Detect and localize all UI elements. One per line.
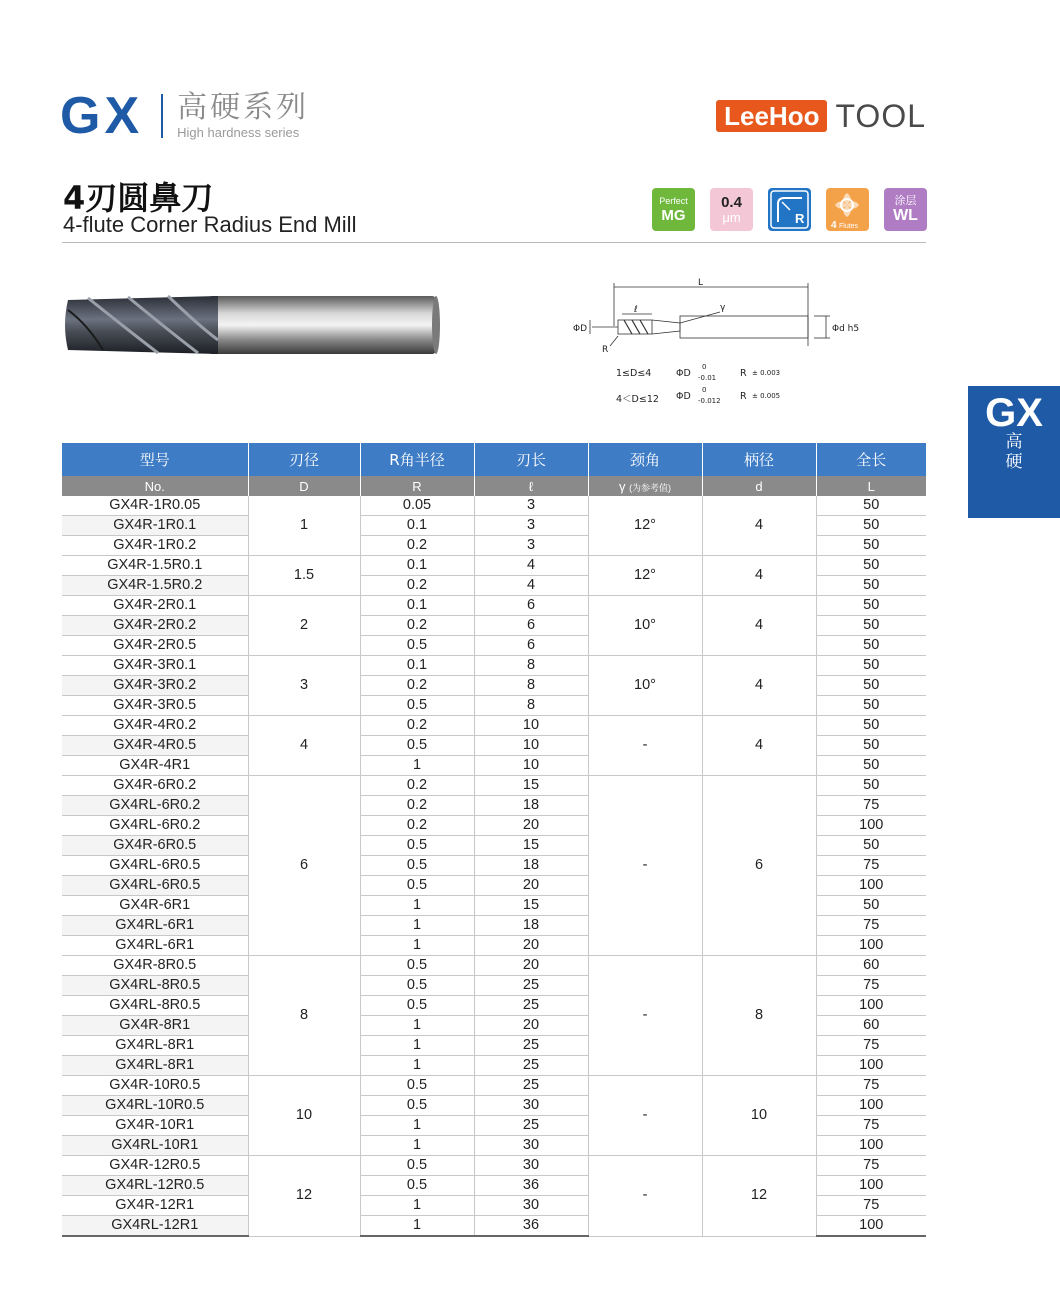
cell-overall-length: 75 [816, 1156, 926, 1176]
cell-model-no: GX4R-1.5R0.2 [62, 576, 248, 596]
table-row [62, 1156, 926, 1176]
cell-flute-length: 18 [474, 916, 588, 936]
cell-model-no: GX4RL-6R0.2 [62, 796, 248, 816]
cell-model-no: GX4RL-10R1 [62, 1136, 248, 1156]
table-row [62, 596, 926, 616]
cell-overall-length: 50 [816, 636, 926, 656]
cell-model-no: GX4R-8R1 [62, 1016, 248, 1036]
cell-overall-length: 50 [816, 556, 926, 576]
cell-model-no: GX4R-3R0.2 [62, 676, 248, 696]
cell-model-no: GX4R-4R0.5 [62, 736, 248, 756]
cell-diameter: 2 [248, 596, 360, 656]
product-title-en: 4-flute Corner Radius End Mill [63, 212, 357, 237]
cell-model-no: GX4RL-8R1 [62, 1036, 248, 1056]
cell-model-no: GX4R-10R1 [62, 1116, 248, 1136]
tolerance-d-lower: -0.012 [698, 397, 721, 405]
end-mill-image [58, 290, 448, 360]
cell-flute-length: 3 [474, 516, 588, 536]
cell-overall-length: 50 [816, 596, 926, 616]
corner-radius-badge [768, 188, 811, 231]
cell-neck-angle: 10° [588, 596, 702, 656]
cell-overall-length: 75 [816, 1036, 926, 1056]
cell-overall-length: 60 [816, 1016, 926, 1036]
cell-overall-length: 50 [816, 756, 926, 776]
sub-radius: R [360, 476, 474, 496]
cell-model-no: GX4R-3R0.5 [62, 696, 248, 716]
series-name-cn: 高硬系列 [177, 89, 310, 125]
dimension-drawing [570, 276, 870, 368]
col-shank: 柄径 [702, 443, 816, 476]
cell-model-no: GX4RL-6R1 [62, 936, 248, 956]
flutes-badge [826, 188, 869, 231]
cell-overall-length: 50 [816, 696, 926, 716]
cell-radius: 0.2 [360, 776, 474, 796]
cell-overall-length: 100 [816, 1056, 926, 1076]
cell-overall-length: 75 [816, 1076, 926, 1096]
cell-radius: 1 [360, 916, 474, 936]
cell-model-no: GX4RL-10R0.5 [62, 1096, 248, 1116]
cell-flute-length: 8 [474, 656, 588, 676]
tolerance-r-label: R [740, 391, 747, 402]
spec-table [62, 443, 926, 1237]
cell-radius: 1 [360, 1016, 474, 1036]
company-logo [716, 97, 926, 134]
cell-radius: 0.05 [360, 496, 474, 516]
tolerance-d-label: ΦD [676, 391, 691, 402]
cell-shank: 4 [702, 496, 816, 556]
cell-diameter: 1.5 [248, 556, 360, 596]
cell-shank: 4 [702, 716, 816, 776]
cell-radius: 1 [360, 1056, 474, 1076]
cell-overall-length: 75 [816, 976, 926, 996]
side-tab-code: GX [985, 391, 1043, 435]
table-row [62, 496, 926, 516]
series-brand [60, 88, 309, 144]
badge-flutes-label: Flutes [839, 223, 859, 230]
cell-flute-length: 30 [474, 1156, 588, 1176]
cell-model-no: GX4R-2R0.2 [62, 616, 248, 636]
cell-neck-angle: - [588, 716, 702, 776]
cell-overall-length: 100 [816, 936, 926, 956]
header-row [62, 443, 926, 476]
cell-flute-length: 4 [474, 556, 588, 576]
tolerance-d-upper: 0 [702, 363, 707, 371]
cell-flute-length: 6 [474, 616, 588, 636]
cell-neck-angle: - [588, 776, 702, 956]
cell-radius: 0.5 [360, 876, 474, 896]
coating-badge [884, 188, 927, 231]
cell-flute-length: 20 [474, 816, 588, 836]
cell-neck-angle: - [588, 1156, 702, 1237]
cell-overall-length: 100 [816, 876, 926, 896]
cell-flute-length: 10 [474, 736, 588, 756]
cell-flute-length: 20 [474, 1016, 588, 1036]
sub-model: No. [62, 476, 248, 496]
cell-flute-length: 30 [474, 1196, 588, 1216]
series-name [177, 89, 310, 140]
cell-radius: 0.5 [360, 856, 474, 876]
cell-shank: 4 [702, 556, 816, 596]
cell-overall-length: 75 [816, 1196, 926, 1216]
radius-label: R [602, 345, 609, 355]
cell-radius: 0.5 [360, 696, 474, 716]
cell-flute-length: 30 [474, 1096, 588, 1116]
cell-flute-length: 6 [474, 596, 588, 616]
cell-model-no: GX4R-2R0.1 [62, 596, 248, 616]
cell-radius: 0.2 [360, 536, 474, 556]
feature-badges [652, 188, 942, 231]
cell-radius: 0.2 [360, 576, 474, 596]
diameter-label: ΦD [573, 324, 588, 334]
cell-flute-length: 8 [474, 696, 588, 716]
tolerance-r-label: R [740, 368, 747, 379]
flutes-icon [826, 188, 869, 231]
cell-shank: 10 [702, 1076, 816, 1156]
cell-diameter: 1 [248, 496, 360, 556]
cell-model-no: GX4RL-8R0.5 [62, 996, 248, 1016]
tolerance-r-value: ± 0.003 [752, 369, 781, 377]
cell-model-no: GX4R-4R0.2 [62, 716, 248, 736]
tolerance-range: 1≤D≤4 [616, 368, 652, 379]
cell-flute-length: 10 [474, 756, 588, 776]
cell-radius: 0.5 [360, 836, 474, 856]
cell-model-no: GX4R-6R0.5 [62, 836, 248, 856]
cell-flute-length: 25 [474, 1076, 588, 1096]
tolerance-range: 4＜D≤12 [616, 394, 659, 405]
cell-radius: 1 [360, 756, 474, 776]
cell-shank: 12 [702, 1156, 816, 1237]
col-radius: R角半径 [360, 443, 474, 476]
flute-length-label: ℓ [634, 305, 638, 315]
cell-model-no: GX4RL-6R0.5 [62, 876, 248, 896]
cell-model-no: GX4R-10R0.5 [62, 1076, 248, 1096]
cell-flute-length: 15 [474, 896, 588, 916]
cell-flute-length: 18 [474, 796, 588, 816]
brand-divider [161, 94, 163, 138]
side-tab-cn-2: 硬 [1005, 452, 1023, 472]
cell-flute-length: 8 [474, 676, 588, 696]
cell-radius: 1 [360, 1196, 474, 1216]
cell-flute-length: 20 [474, 956, 588, 976]
cell-model-no: GX4R-12R0.5 [62, 1156, 248, 1176]
table-row [62, 656, 926, 676]
cell-radius: 1 [360, 1116, 474, 1136]
cell-model-no: GX4RL-12R1 [62, 1216, 248, 1237]
table-row [62, 956, 926, 976]
cell-shank: 4 [702, 596, 816, 656]
cell-radius: 0.5 [360, 996, 474, 1016]
cell-model-no: GX4R-1R0.2 [62, 536, 248, 556]
cell-radius: 0.2 [360, 676, 474, 696]
tolerance-d-lower: -0.01 [698, 374, 717, 382]
table-row [62, 556, 926, 576]
cell-overall-length: 75 [816, 1116, 926, 1136]
badge-flute-count: 4 [831, 220, 837, 231]
cell-neck-angle: 12° [588, 556, 702, 596]
cell-radius: 0.5 [360, 976, 474, 996]
cell-flute-length: 18 [474, 856, 588, 876]
cell-flute-length: 20 [474, 936, 588, 956]
series-code: GX [60, 87, 144, 145]
cell-radius: 1 [360, 936, 474, 956]
cell-radius: 0.1 [360, 556, 474, 576]
cell-flute-length: 25 [474, 1116, 588, 1136]
side-tab-cn-1: 高 [1005, 432, 1023, 452]
col-diameter: 刃径 [248, 443, 360, 476]
cell-model-no: GX4RL-6R1 [62, 916, 248, 936]
cell-radius: 0.5 [360, 1176, 474, 1196]
series-side-tab [968, 386, 1060, 518]
col-overall-length: 全长 [816, 443, 926, 476]
subheader-row [62, 476, 926, 496]
cell-overall-length: 50 [816, 776, 926, 796]
spec-table-body [62, 496, 926, 1236]
cell-overall-length: 100 [816, 1176, 926, 1196]
cell-diameter: 3 [248, 656, 360, 716]
cell-flute-length: 3 [474, 536, 588, 556]
cell-overall-length: 100 [816, 1096, 926, 1116]
sub-flute-length: ℓ [474, 476, 588, 496]
tolerance-r-value: ± 0.005 [752, 392, 781, 400]
cell-radius: 0.2 [360, 616, 474, 636]
cell-neck-angle: - [588, 956, 702, 1076]
cell-model-no: GX4R-1R0.1 [62, 516, 248, 536]
perfect-mg-badge [652, 188, 695, 231]
sub-neck-angle-note: (为参考值) [629, 482, 672, 493]
cell-radius: 0.1 [360, 516, 474, 536]
badge-r-label: R [795, 211, 805, 226]
cell-flute-length: 15 [474, 836, 588, 856]
cell-overall-length: 50 [816, 836, 926, 856]
badge-roughness-value: 0.4 [721, 194, 742, 211]
tolerance-d-upper: 0 [702, 386, 707, 394]
cell-diameter: 8 [248, 956, 360, 1076]
cell-radius: 0.5 [360, 636, 474, 656]
badge-roughness-unit: μm [722, 210, 741, 225]
cell-flute-length: 4 [474, 576, 588, 596]
cell-neck-angle: 10° [588, 656, 702, 716]
title-divider [62, 242, 926, 243]
shank-diameter-label: Φd h5 [832, 324, 860, 334]
cell-flute-length: 6 [474, 636, 588, 656]
series-name-en: High hardness series [177, 124, 300, 140]
cell-radius: 1 [360, 1216, 474, 1237]
cell-overall-length: 100 [816, 1216, 926, 1237]
tolerance-d-label: ΦD [676, 368, 691, 379]
cell-overall-length: 50 [816, 736, 926, 756]
cell-overall-length: 50 [816, 896, 926, 916]
cell-overall-length: 50 [816, 576, 926, 596]
cell-radius: 0.1 [360, 656, 474, 676]
cell-model-no: GX4R-1.5R0.1 [62, 556, 248, 576]
cell-flute-length: 30 [474, 1136, 588, 1156]
cell-model-no: GX4R-6R0.2 [62, 776, 248, 796]
badge-coating-label: 涂层 [894, 194, 917, 207]
cell-neck-angle: - [588, 1076, 702, 1156]
logo-mark: LeeHoo [716, 100, 827, 132]
cell-radius: 0.5 [360, 956, 474, 976]
cell-radius: 0.5 [360, 1076, 474, 1096]
cell-overall-length: 100 [816, 816, 926, 836]
cell-flute-length: 25 [474, 976, 588, 996]
cell-radius: 0.5 [360, 736, 474, 756]
cell-overall-length: 60 [816, 956, 926, 976]
cell-radius: 0.2 [360, 796, 474, 816]
cell-overall-length: 50 [816, 716, 926, 736]
cell-radius: 0.5 [360, 1156, 474, 1176]
cell-flute-length: 10 [474, 716, 588, 736]
cell-model-no: GX4RL-8R1 [62, 1056, 248, 1076]
cell-flute-length: 25 [474, 1036, 588, 1056]
neck-angle-label: γ [720, 303, 726, 313]
cell-radius: 0.2 [360, 816, 474, 836]
cell-radius: 0.5 [360, 1096, 474, 1116]
sub-diameter: D [248, 476, 360, 496]
cell-diameter: 4 [248, 716, 360, 776]
cell-overall-length: 50 [816, 676, 926, 696]
cell-radius: 0.2 [360, 716, 474, 736]
cell-overall-length: 50 [816, 656, 926, 676]
cell-diameter: 6 [248, 776, 360, 956]
cell-flute-length: 3 [474, 496, 588, 516]
cell-model-no: GX4R-8R0.5 [62, 956, 248, 976]
cell-shank: 6 [702, 776, 816, 956]
cell-overall-length: 100 [816, 1136, 926, 1156]
cell-model-no: GX4RL-6R0.5 [62, 856, 248, 876]
cell-flute-length: 20 [474, 876, 588, 896]
table-row [62, 1076, 926, 1096]
cell-neck-angle: 12° [588, 496, 702, 556]
cell-model-no: GX4RL-8R0.5 [62, 976, 248, 996]
corner-radius-icon [768, 188, 811, 231]
cell-flute-length: 36 [474, 1176, 588, 1196]
cell-overall-length: 50 [816, 536, 926, 556]
sub-neck-angle [588, 476, 702, 496]
cell-radius: 0.1 [360, 596, 474, 616]
cell-diameter: 12 [248, 1156, 360, 1237]
cell-radius: 1 [360, 896, 474, 916]
cell-model-no: GX4R-1R0.05 [62, 496, 248, 516]
col-flute-length: 刃长 [474, 443, 588, 476]
cell-flute-length: 25 [474, 996, 588, 1016]
cell-model-no: GX4RL-12R0.5 [62, 1176, 248, 1196]
cell-radius: 1 [360, 1136, 474, 1156]
cell-flute-length: 25 [474, 1056, 588, 1076]
sub-overall-length: L [816, 476, 926, 496]
table-row [62, 776, 926, 796]
logo-suffix: TOOL [835, 97, 926, 134]
cell-model-no: GX4R-2R0.5 [62, 636, 248, 656]
cell-overall-length: 75 [816, 916, 926, 936]
cell-shank: 4 [702, 656, 816, 716]
cell-overall-length: 50 [816, 616, 926, 636]
cell-overall-length: 75 [816, 796, 926, 816]
cell-model-no: GX4R-6R1 [62, 896, 248, 916]
product-title-cn: 4刃圆鼻刀 [63, 179, 214, 217]
cell-diameter: 10 [248, 1076, 360, 1156]
cell-flute-length: 15 [474, 776, 588, 796]
badge-perfect-label: Perfect [659, 195, 688, 206]
roughness-badge [710, 188, 753, 231]
cell-flute-length: 36 [474, 1216, 588, 1237]
cell-shank: 8 [702, 956, 816, 1076]
table-row [62, 716, 926, 736]
cell-radius: 1 [360, 1036, 474, 1056]
length-label: L [698, 278, 704, 288]
badge-mg-label: MG [661, 206, 686, 224]
cell-overall-length: 75 [816, 856, 926, 876]
cell-overall-length: 50 [816, 516, 926, 536]
col-neck-angle: 颈角 [588, 443, 702, 476]
col-model: 型号 [62, 443, 248, 476]
sub-shank: d [702, 476, 816, 496]
cell-overall-length: 100 [816, 996, 926, 1016]
badge-coating-code: WL [893, 206, 918, 224]
cell-model-no: GX4R-3R0.1 [62, 656, 248, 676]
cell-overall-length: 50 [816, 496, 926, 516]
cell-model-no: GX4R-4R1 [62, 756, 248, 776]
cell-model-no: GX4RL-6R0.2 [62, 816, 248, 836]
sub-neck-angle-symbol: γ [618, 478, 626, 494]
cell-model-no: GX4R-12R1 [62, 1196, 248, 1216]
